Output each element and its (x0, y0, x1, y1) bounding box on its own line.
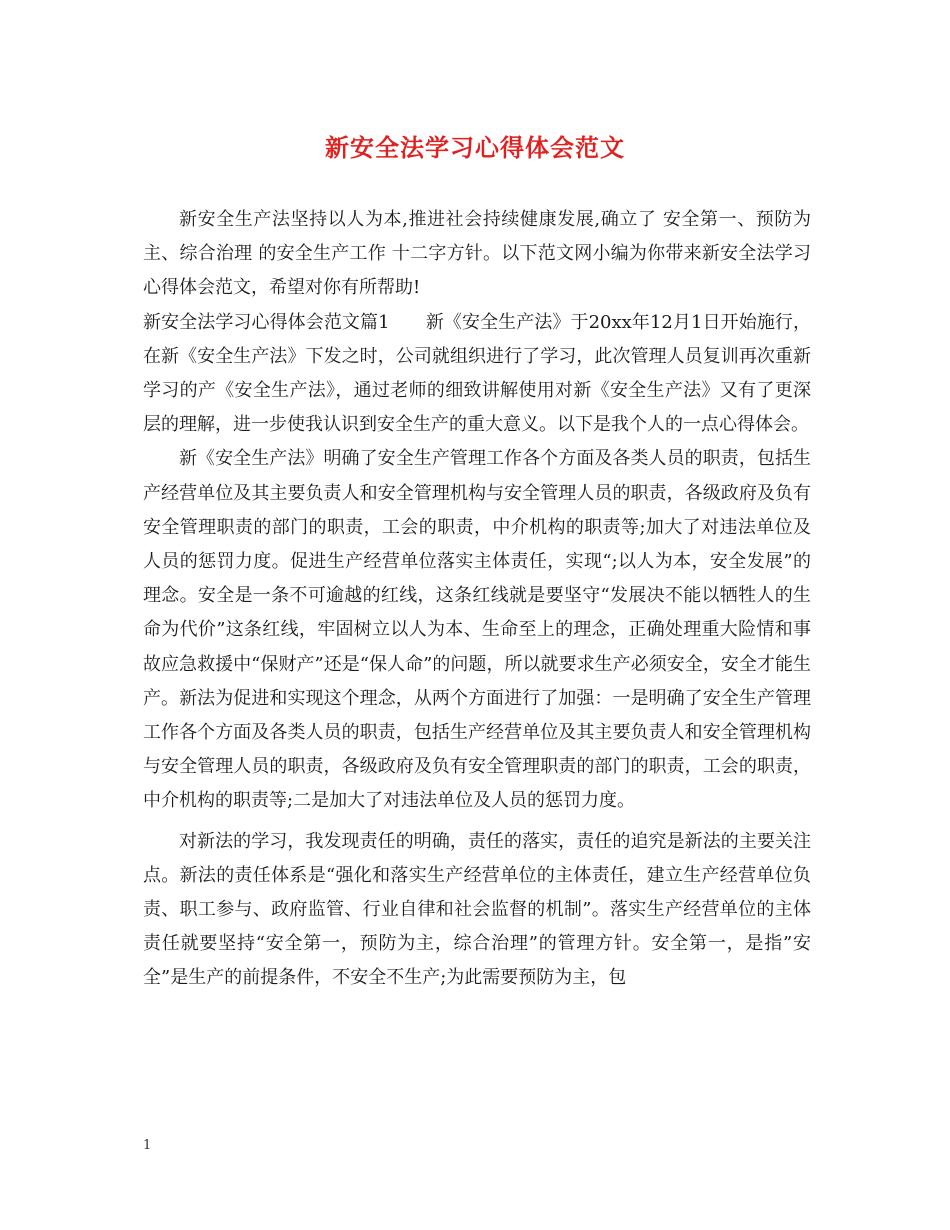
section-paragraph-1: 新安全法学习心得体会范文篇1 新《安全生产法》于20xx年12月1日开始施行，在新《安全生产法》下发之时，公司就组织进行了学习，此次管理人员复训再次重新学习的产《安全生产法》，通过老师的细致讲解使用对新《安全生产法》又有了更深层的理解，进一步使我认识到安全生产的重大意义。以下是我个人的一点心得体会。 (143, 311, 811, 436)
document-body (143, 203, 811, 996)
section-paragraph-2: 新《安全生产法》明确了安全生产管理工作各个方面及各类人员的职责，包括生产经营单位及其主要负责人和安全管理机构与安全管理人员的职责，各级政府及负有安全管理职责的部门的职责，工会的职责，中介机构的职责等;加大了对违法单位及人员的惩罚力度。促进生产经营单位落实主体责任，实现“;以人为本，安全发展”的理念。安全是一条不可逾越的红线，这条红线就是要坚守“发展决不能以牺牲人的生命为代价”这条红线，牢固树立以人为本、生命至上的理念，正确处理重大险情和事故应急救援中“保财产”还是“保人命”的问题，所以就要求生产必须安全，安全才能生产。新法为促进和实现这个理念，从两个方面进行了加强：一是明确了安全生产管理工作各个方面及各类人员的职责，包括生产经营单位及其主要负责人和安全管理机构与安全管理人员的职责，各级政府及负有安全管理职责的部门的职责，工会的职责，中介机构的职责等;二是加大了对违法单位及人员的惩罚力度。 (143, 448, 811, 812)
page-number: 1 (143, 1138, 152, 1153)
intro-paragraph: 新安全生产法坚持以人为本,推进社会持续健康发展,确立了 安全第一、预防为主、综合治理 的安全生产工作 十二字方针。以下范文网小编为你带来新安全法学习心得体会范文，希望对你有所帮助! (143, 209, 811, 299)
page-title: 新安全法学习心得体会范文 (325, 134, 625, 162)
section-paragraph-3: 对新法的学习，我发现责任的明确，责任的落实，责任的追究是新法的主要关注点。新法的责任体系是“强化和落实生产经营单位的主体责任，建立生产经营单位负责、职工参与、政府监管、行业自律和社会监督的机制”。落实生产经营单位的主体责任就要坚持“安全第一，预防为主，综合治理”的管理方针。安全第一，是指”安全”是生产的前提条件，不安全不生产;为此需要预防为主，包 (143, 830, 811, 989)
